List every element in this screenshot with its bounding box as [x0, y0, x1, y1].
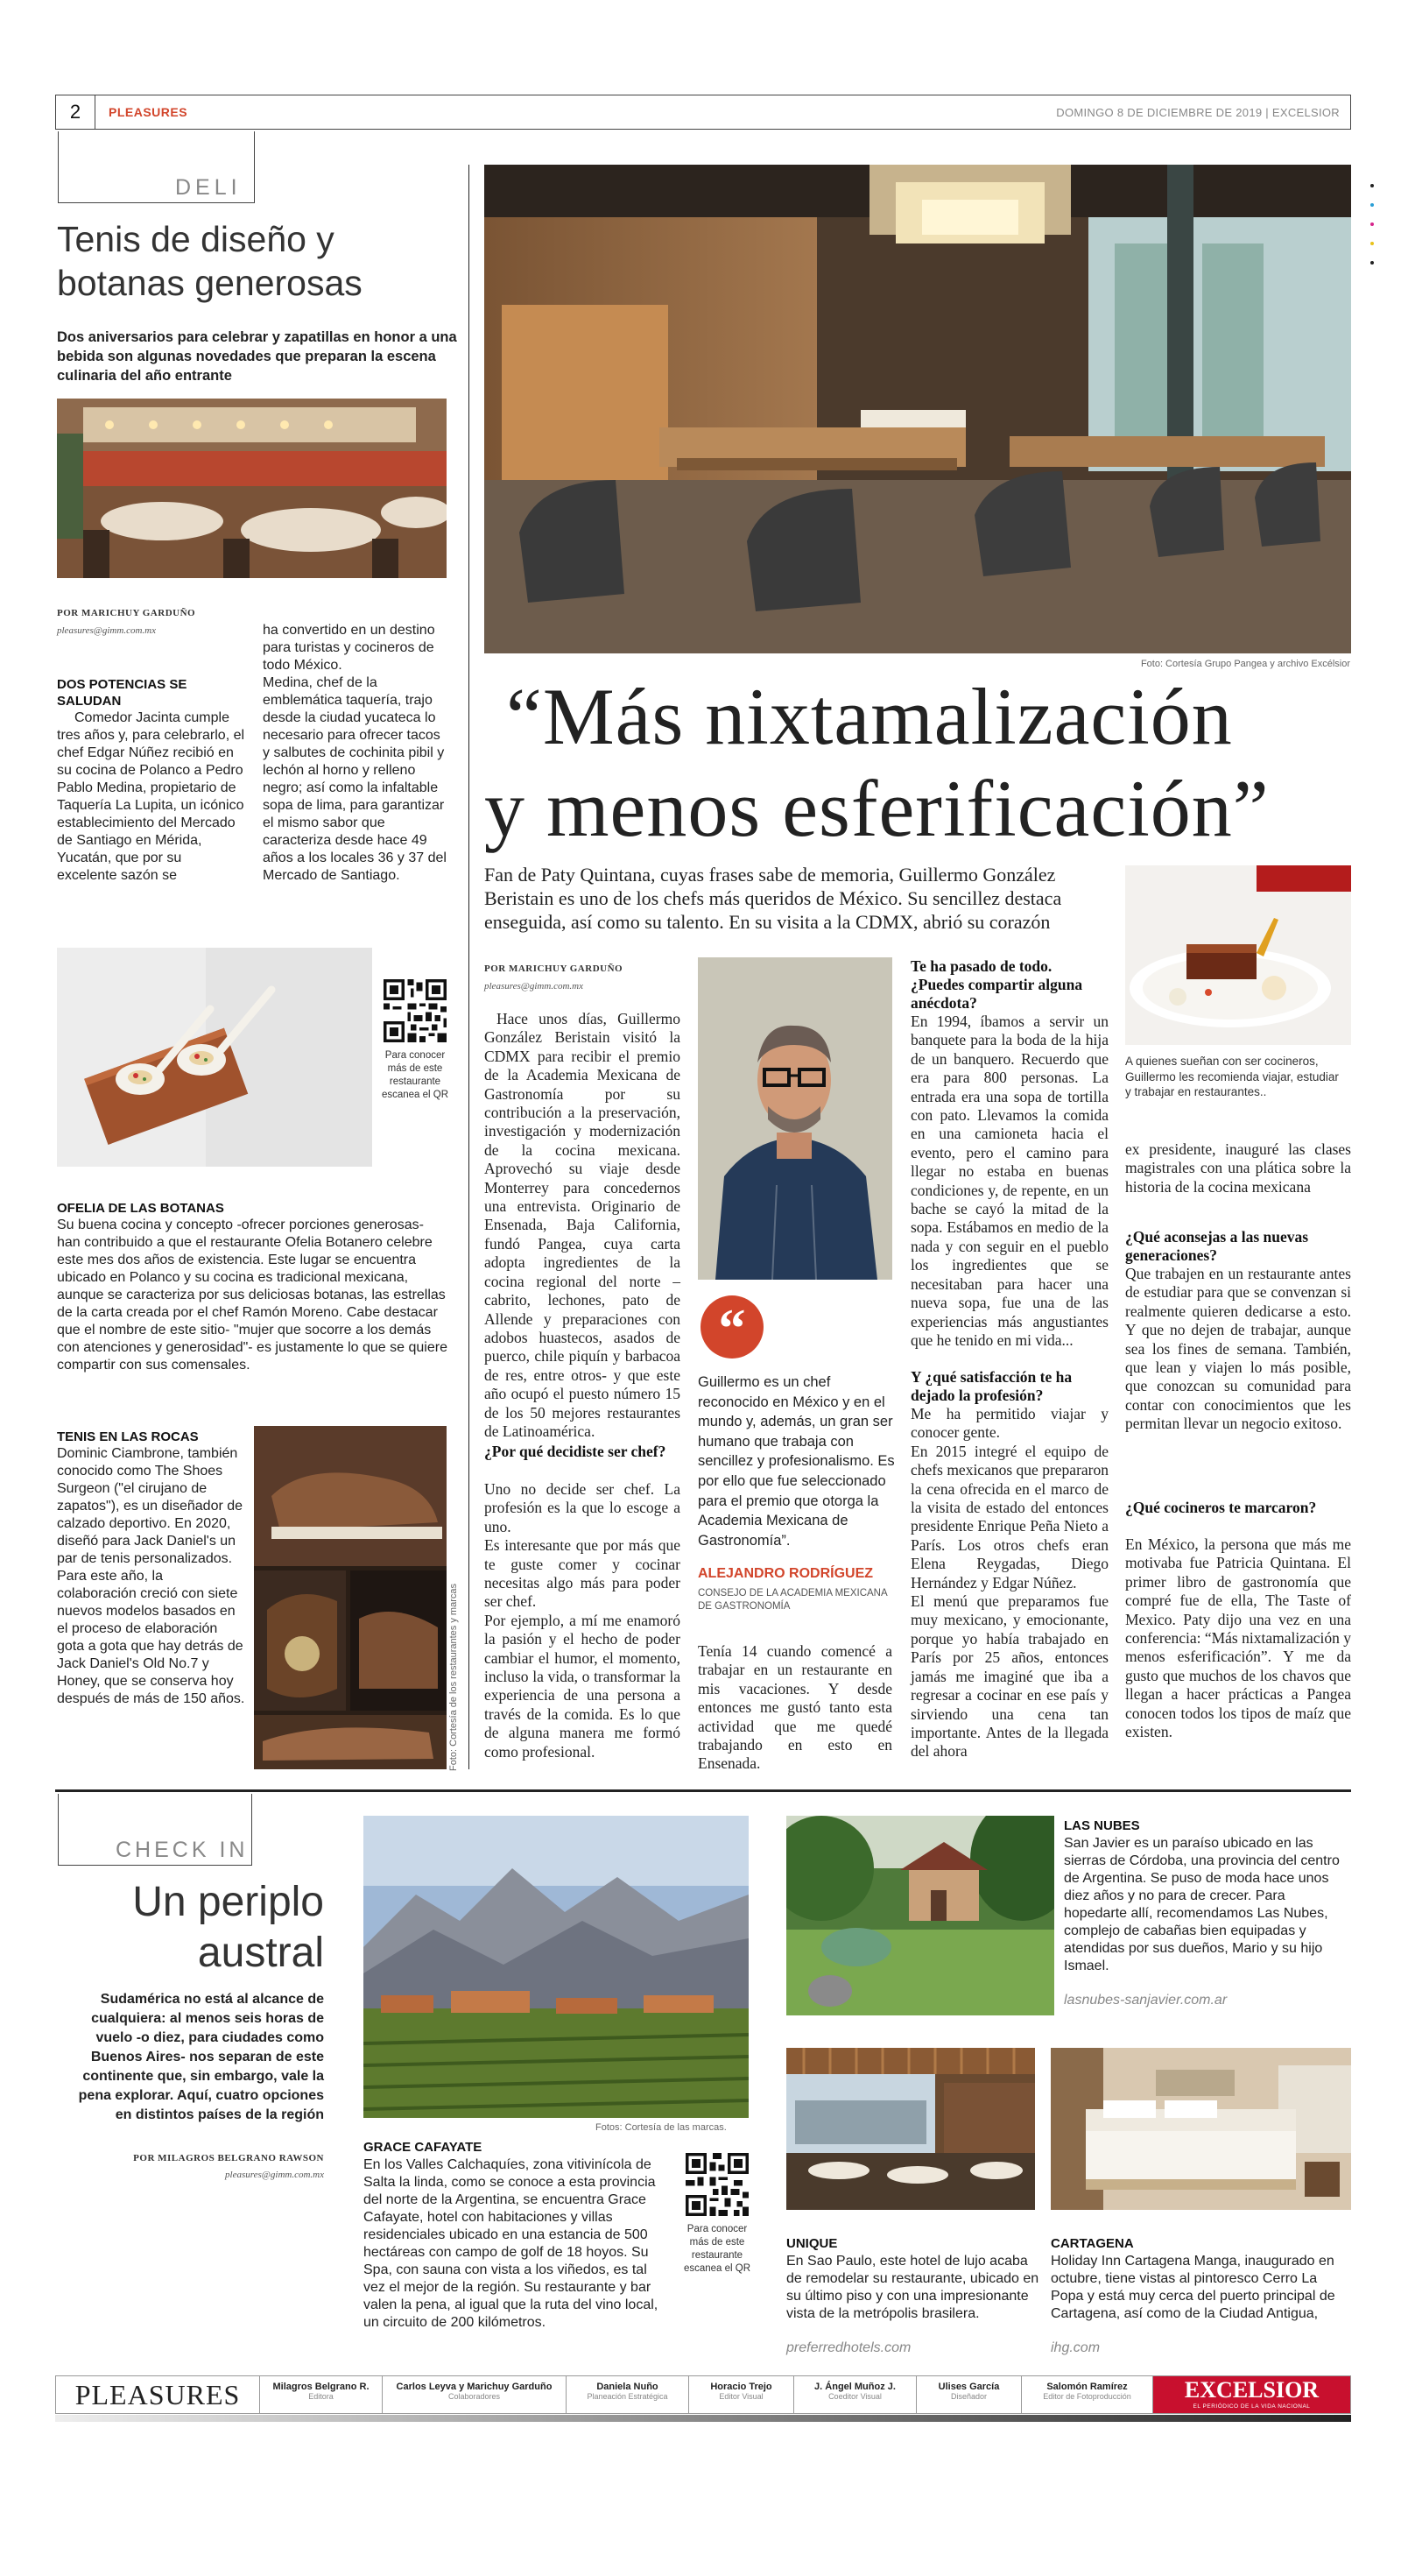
footer-logo: PLEASURES [56, 2376, 260, 2413]
feature-q3: Y ¿qué satisfacción te ha dejado la profesión? [911, 1368, 1073, 1404]
deli-s1-text: Comedor Jacinta cumple tres años y, para celebrarlo, el chef Edgar Núñez recibió en su cocina de Polanco a Pedro Pablo Medina, propietario de Taquería La Lupita, un icónico establecimiento del Mercado de Santiago en Mérida, Yucatán, que por su excelente sazón se [57, 710, 245, 883]
deli-byline: POR MARICHUY GARDUÑO [57, 608, 196, 618]
feature-headline-1: “Más nixtamalización [506, 672, 1233, 761]
deli-kicker: DELI [175, 175, 242, 200]
unique-text: En Sao Paulo, este hotel de lujo acaba de remodelar su restaurante, ubicado en su último piso y con una impresionante vista de la metrópolis brasilera. [786, 2254, 1039, 2321]
pangea-restaurant-photo [484, 165, 1351, 653]
column-divider [468, 165, 469, 1769]
deli-s1-cont: ha convertido en un destino para turistas y cocineros de todo México. Medina, chef de la emblemática taquería, trajo desde la ciudad yucateca lo necesario para ofrecer tacos y salbutes de cochinita pibil y lechón al horno y relleno negro; así como la infaltable sopa de lima, para garantizar el mismo sabor que caracteriza desde hace 49 años a los locales 36 y 37 del Mercado de Santiago. [263, 623, 447, 883]
checkin-kicker: CHECK IN [116, 1838, 249, 1862]
feature-email: pleasures@gimm.com.mx [484, 981, 583, 992]
feature-a5: En México, la persona que más me motivaba fue Patricia Quintana. El primer libro de gastronomía que compré fue de ella, The Taste of Mexico. Paty dijo una vez en una conferencia: “Más nixtamalización y menos esferificación”. Y me da gusto que muchos de los chavos que llegan a hacer prácticas a Pangea conocen todos los tipos de maíz que existen. [1125, 1535, 1352, 1741]
cartagena-photo [1051, 2048, 1351, 2210]
unique-heading: UNIQUE [786, 2236, 838, 2251]
grace-text: En los Valles Calchaquíes, zona vitivinícola de Salta la linda, como se conoce a esta provincia del norte de la Argentina, se encuentra Grace Cafayate, hotel con habitaciones y villas residenciales ubicado en una estancia de 500 hectáreas con campo de golf de 18 hoyos. Su Spa, con sauna con vista a los viñedos, es tal vez el mejor de la región. Su restaurante y bar valen la pena, al igual que la ruta del vino local, un circuito de 200 kilómetros. [363, 2157, 658, 2330]
quote-text: Guillermo es un chef reconocido en México y en el mundo y, además, un gran ser humano que trabaja con sencillez y profesionalismo. Es por ello que fue seleccionado para el premio que otorga la Academia Mexicana de Gastronomía”. [698, 1374, 895, 1549]
cartagena-heading: CARTAGENA [1051, 2236, 1134, 2251]
deli-s3-heading: TENIS EN LAS ROCAS [57, 1429, 199, 1444]
feature-col1-text: Hace unos días, Guillermo González Beristain visitó la CDMX para recibir el premio de la Academia Mexicana de Gastronomía por su contribución a la preservación, investigación y modernización de la cocina mexicana. Aprovechó su viaje desde Monterrey para concedernos una entrevista. Originario de Ensenada, Baja California, fundó Pangea, cuya carta adopta ingredientes de la cocina regional del norte –cabrito, lechones, pato de Allende y preparaciones con adobos huastecos, asados de puerco, chile piquín y barbacoa de res, entre otros- y que este año ocupó el puesto número 15 de los 50 mejores restaurantes de Latinoamérica. [484, 1010, 680, 1440]
page-number: 2 [56, 95, 95, 129]
dateline: DOMINGO 8 DE DICIEMBRE DE 2019 | EXCELSIOR [1056, 106, 1340, 119]
nubes-heading: LAS NUBES [1064, 1818, 1140, 1833]
deli-s2-heading: OFELIA DE LAS BOTANAS [57, 1201, 224, 1216]
nubes-text: San Javier es un paraíso ubicado en las sierras de Córdoba, una provincia del centro de Argentina. Se puso de moda hace unos diez años y no para de crecer. Para hopedarte allí, recomendamos Las Nubes, complejo de cabañas bien equipadas y atendidas por sus dueños, Mario y su hijo Ismael. [1064, 1836, 1340, 1973]
feature-q1: ¿Por qué decidiste ser chef? [484, 1443, 666, 1460]
nubes-link[interactable]: lasnubes-sanjavier.com.ar [1064, 1993, 1228, 2008]
qr-code[interactable] [384, 979, 447, 1042]
grace-heading: GRACE CAFAYATE [363, 2140, 482, 2155]
checkin-photo-credit: Fotos: Cortesía de las marcas. [595, 2122, 727, 2133]
checkin-byline: POR MILAGROS BELGRANO RAWSON [133, 2153, 324, 2163]
unique-photo [786, 2048, 1035, 2210]
feature-col4-text: ex presidente, inauguré las clases magistrales con una plática sobre la historia de la cocina mexicana [1125, 1140, 1351, 1196]
deli-s2-text: Su buena cocina y concepto -ofrecer porciones generosas- han contribuido a que el restaurante Ofelia Botanero celebre este mes dos años de existencia. Este lugar se encuentra ubicado en Polanco y su cocina es tradicional mexicana, aunque se caracteriza por sus deliciosas botanas, las estrellas de la carta creada por el chef Ramón Moreno. Cabe destacar que el nombre de este sitio- "mujer que socorre a los demás con atenciones y generosidad"- es justamente lo que se quiere compartir con sus comensales. [57, 1217, 447, 1373]
deli-s1-heading: DOS POTENCIAS SE SALUDAN [57, 677, 187, 709]
quote-icon: “ [700, 1295, 764, 1359]
feature-a3: Me ha permitido viajar y conocer gente. En 2015 integré el equipo de chefs mexicanos que prepararon la cena ofrecida en el marco de la visita de estado del entonces presidente Enrique Peña Nieto a París. Los otros chefs eran Elena Reygadas, Diego Hernández y Edgar Núñez. El menú que preparamos fue muy mexicano, y emocionante, porque yo había trabajado en París por 25 años, entonces jamás me imaginé que iba a regresar a cocinar en ese país y sirviendo una cena tan importante. Antes de la llegada del ahora [911, 1405, 1109, 1761]
footer-color-strip [55, 2415, 1351, 2422]
feature-a1: Uno no decide ser chef. La profesión es la que lo escoge a uno. Es interesante que por más que te guste comer y cocinar necesitas algo más para poder ser chef. Por ejemplo, a mí me enamoró la pasión y el hecho de poder cambiar el humor, el momento, incluso la vida, o transformar la experiencia de una persona a través de la comida. Es lo que de alguna manera me formó como profesional. [484, 1480, 680, 1761]
chef-portrait [698, 957, 892, 1280]
botanas-photo [57, 948, 372, 1167]
feature-dek: Fan de Paty Quintana, cuyas frases sabe de memoria, Guillermo González Beristain es uno de los chefs más queridos de México. Su sencillez destaca enseguida, así como su talento. En su visita a la CDMX, abrió su corazón [484, 864, 1062, 933]
footer-credit: Daniela Nuño Planeación Estratégica [567, 2376, 689, 2413]
footer-credit: Horacio Trejo Editor Visual [689, 2376, 794, 2413]
quote-role: CONSEJO DE LA ACADEMIA MEXICANA DE GASTRONOMÍA [698, 1588, 888, 1612]
footer-bar [55, 2375, 1351, 2414]
grace-photo [363, 1816, 749, 2118]
shoes-credit: Foto: Cortesía de los restaurantes y marcas [448, 1584, 459, 1771]
feature-photo-credit: Foto: Cortesía Grupo Pangea y archivo Excélsior [1140, 659, 1350, 669]
feature-col2-text: Tenía 14 cuando comencé a trabajar en un restaurante en mis vacaciones. Y desde entonces me gustó tanto esta actividad que me quedé trabajando en esto en Ensenada. [698, 1642, 892, 1773]
footer-credit: Milagros Belgrano R. Editora [260, 2376, 383, 2413]
deli-email: pleasures@gimm.com.mx [57, 625, 156, 636]
restaurant-photo-deli [57, 399, 447, 578]
cartagena-link[interactable]: ihg.com [1051, 2340, 1101, 2355]
feature-headline-2: y menos esferificación” [484, 764, 1270, 853]
deli-title: Tenis de diseño y botanas generosas [57, 219, 363, 303]
deli-dek: Dos aniversarios para celebrar y zapatillas en honor a una bebida son algunas novedades que preparan la escena culinaria del año entrante [57, 329, 457, 384]
qr-code-checkin[interactable] [686, 2153, 749, 2216]
checkin-email: pleasures@gimm.com.mx [225, 2170, 324, 2180]
footer-credit: Ulises García Diseñador [917, 2376, 1022, 2413]
cartagena-text: Holiday Inn Cartagena Manga, inaugurado en octubre, tiene vistas al pintoresco Cerro La Popa y está muy cerca del puerto principal de Cartagena, así como de la Ciudad Antigua, [1051, 2254, 1335, 2321]
footer-credit: J. Ángel Muñoz J. Coeditor Visual [794, 2376, 917, 2413]
section-label: PLEASURES [109, 105, 188, 119]
feature-a2: En 1994, íbamos a servir un banquete para la boda de la hija de un banquero. Recuerdo que era para 800 personas. La entrada era una sopa de tortilla con pato. Llevamos la comida en una camioneta hacia el evento, pero el camino para llegar no estaba en buenas condiciones y, de repente, en un bache se cayó la mitad de la sopa. Estábamos en medio de la nada y con seguir en el pueblo los ingredientes que se necesitaban para hacer una nueva sopa, fue una de las experiencias más angustiantes que he tenido en mi vida... [911, 1013, 1109, 1349]
section-rule [55, 1789, 1351, 1792]
qr-caption: Para conocer más de este restaurante escanea el QR [381, 1050, 449, 1100]
checkin-title: Un periplo austral [132, 1879, 324, 1976]
quote-author: ALEJANDRO RODRÍGUEZ [698, 1566, 874, 1581]
qr-caption-checkin: Para conocer más de este restaurante escanea el QR [683, 2224, 751, 2274]
footer-brand: EXCELSIOR EL PERIÓDICO DE LA VIDA NACIONAL [1153, 2376, 1350, 2413]
feature-q4: ¿Qué aconsejas a las nuevas generaciones? [1125, 1228, 1309, 1264]
checkin-dek: Sudamérica no está al alcance de cualquiera: al menos seis horas de vuelo -o diez, para ciudades como Buenos Aires- nos separan de este continente que, sin embargo, vale la pena explorar. Aquí, cuatro opciones en distintos países de la región [78, 1992, 324, 2122]
shoes-photo [254, 1426, 447, 1769]
feature-q5: ¿Qué cocineros te marcaron? [1125, 1499, 1317, 1516]
page-header [55, 95, 1351, 130]
dish-photo [1125, 865, 1351, 1045]
feature-a4: Que trabajen en un restaurante antes de estudiar para que se convenzan si realmente quieren dedicarse a esto. Y que no dejen de trabajar, aunque sea los fines de semana. También, que lean y viajen lo más posible, que conozcan su comunidad para contar con conocimientos que les permitan llevar un negocio exitoso. [1125, 1265, 1351, 1433]
footer-credit: Carlos Leyva y Marichuy Garduño Colaboradores [383, 2376, 567, 2413]
print-marks [1370, 184, 1374, 342]
deli-s3-text: Dominic Ciambrone, también conocido como The Shoes Surgeon ("el cirujano de zapatos"), es un diseñador de calzado deportivo. En 2020, diseñó para Jack Daniel's un par de tenis personalizados. Para este año, la colaboración creció con siete nuevos modelos basados en el proceso de elaboración gota a gota que hay detrás de Jack Daniel's Old No.7 y Honey, que se conserva hoy después de más de 150 años. [57, 1446, 245, 1706]
feature-byline: POR MARICHUY GARDUÑO [484, 963, 623, 974]
las-nubes-photo [786, 1816, 1054, 2015]
dish-caption: A quienes sueñan con ser cocineros, Guillermo les recomienda viajar, estudiar y trabajar en restaurantes.. [1125, 1055, 1339, 1098]
footer-credit: Salomón Ramírez Editor de Fotoproducción [1022, 2376, 1153, 2413]
feature-q2: Te ha pasado de todo. ¿Puedes compartir alguna anécdota? [911, 957, 1083, 1012]
unique-link[interactable]: preferredhotels.com [786, 2340, 912, 2355]
